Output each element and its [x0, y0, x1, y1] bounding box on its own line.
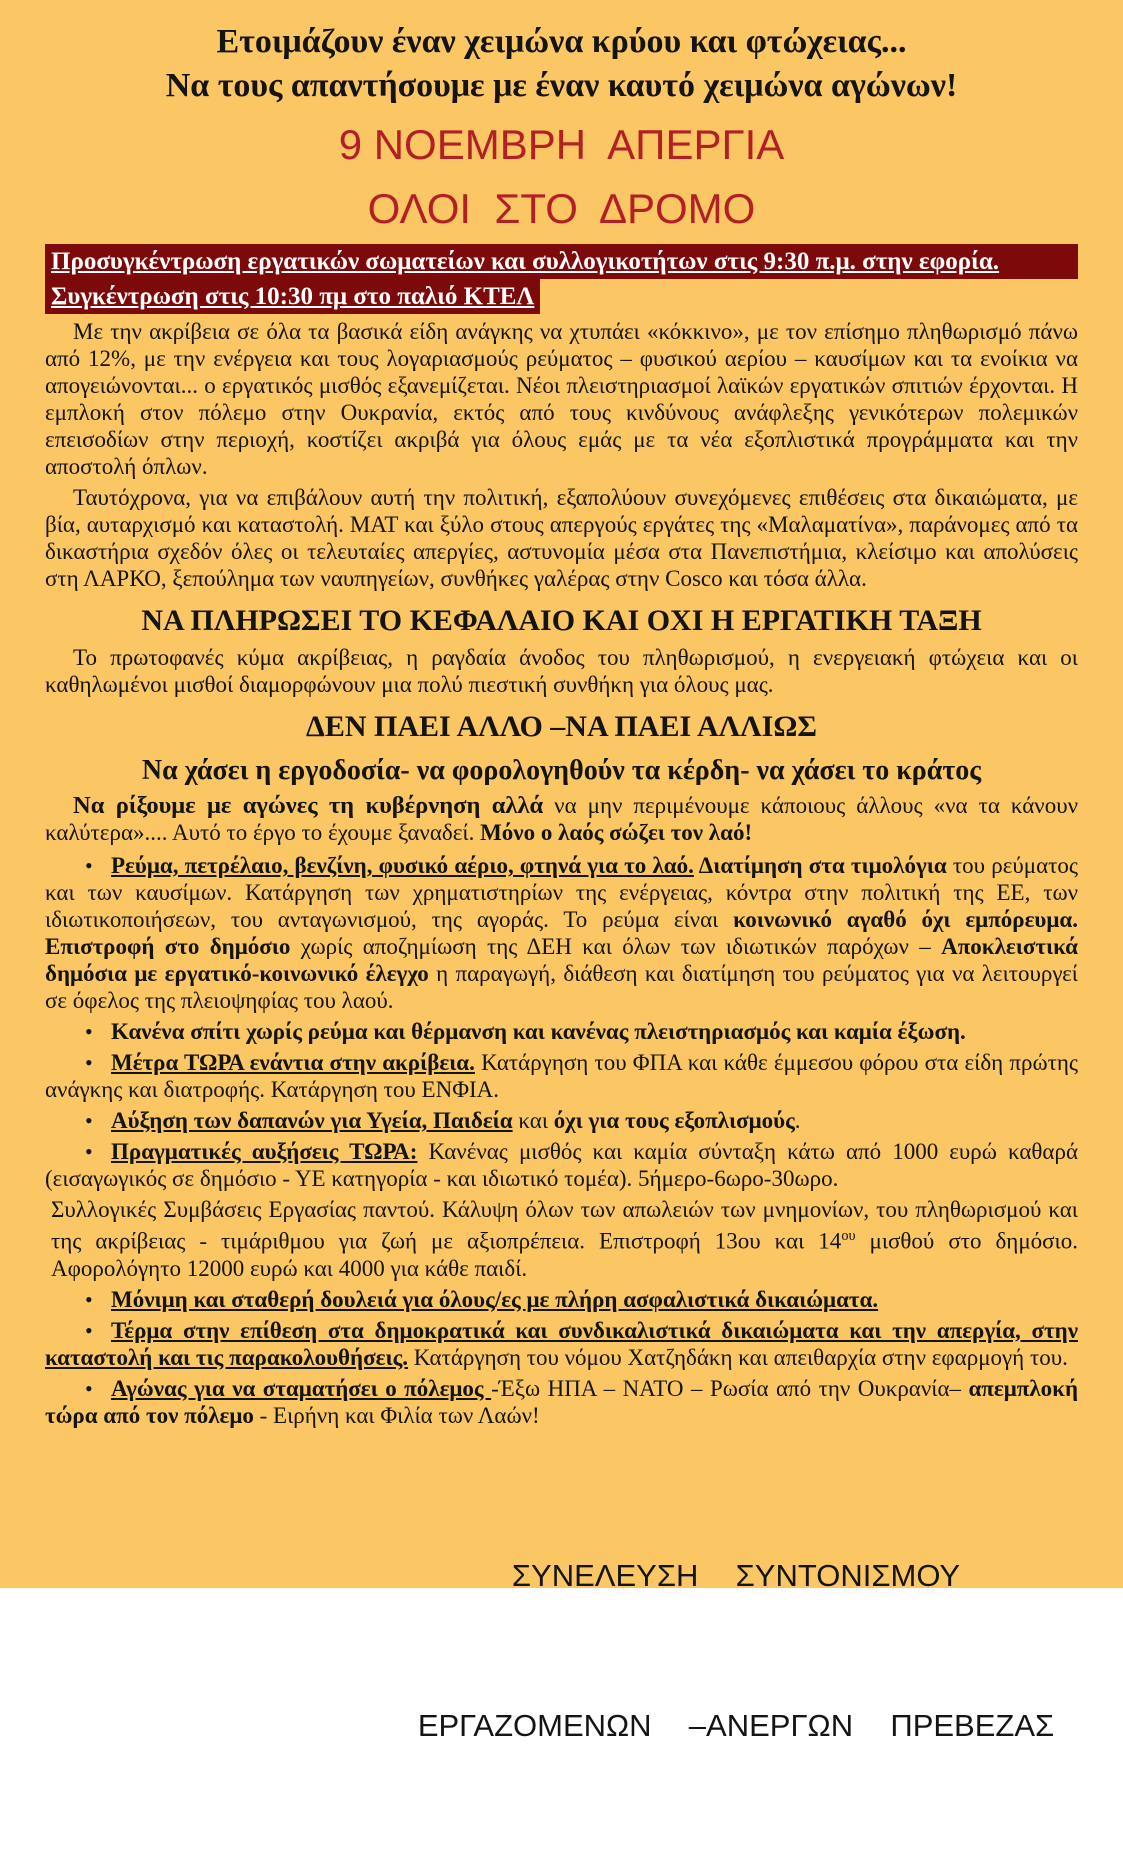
- main-title-line2: Να τους απαντήσουμε με έναν καυτό χειμώνα αγώνων!: [165, 67, 958, 104]
- main-title-line1: Ετοιμάζουν έναν χειμώνα κρύου και φτώχειας...: [216, 23, 907, 60]
- paragraph-wave-of-prices: Το πρωτοφανές κύμα ακρίβειας, η ραγδαία άνοδος του πληθωρισμού, η ενεργειακή φτώχεια και οι καθηλωμένοι μισθοί διαμορφώνουν μια πολύ πιεστική συνθήκη για όλους μας.: [45, 645, 1078, 697]
- demands-list: [45, 852, 1078, 1429]
- list-item-no-evictions: • Κανένα σπίτι χωρίς ρεύμα και θέρμανση και κανένας πλειστηριασμός και καμία έξωση.: [85, 1019, 966, 1044]
- lead-bold-closing: Μόνο ο λαός σώζει τον λαό!: [480, 820, 753, 845]
- bullet-icon: •: [85, 1286, 93, 1312]
- bullet-icon: •: [85, 1139, 93, 1164]
- rally-info-line1: Προσυγκέντρωση εργατικών σωματείων και συλλογικοτήτων στις 9:30 π.μ. στην εφορία.: [45, 244, 1078, 279]
- list-item-electricity: • Ρεύμα, πετρέλαιο, βενζίνη, φυσικό αέριο, φτηνά για το λαό. Διατίμηση στα τιμολόγια του ρεύματος και των καυσίμων. Κατάργηση των χρηματιστηρίων της ενέργειας, κόντρα στην πολιτική της ΕΕ, των ιδιωτικοποιήσεων, του ανταγωνισμού, της αγοράς. Το ρεύμα είναι κοινωνικό αγαθό όχι εμπόρευμα. Επιστροφή στο δημόσιο χωρίς αποζημίωση της ΔΕΗ και όλων των ιδιωτικών παρόχων – Αποκλειστικά δημόσια με εργατικό-κοινωνικό έλεγχο η παραγωγή, διάθεση και διατίμηση του ρεύματος για να λειτουργεί σε όφελος της πλειοψηφίας του λαού.: [45, 853, 1079, 1013]
- signature-block: [396, 1451, 1076, 1851]
- rally-info-banner: [45, 244, 1078, 314]
- paragraph-overthrow: [45, 792, 1078, 846]
- list-item-health-education: • Αύξηση των δαπανών για Υγεία, Παιδεία και όχι για τους εξοπλισμούς.: [85, 1108, 801, 1133]
- signature-line2: ΕΡΓΑΖΟΜΕΝΩΝ –ΑΝΕΡΓΩΝ ΠΡΕΒΕΖΑΣ: [417, 1707, 1055, 1743]
- list-item-stop-the-war: • Αγώνας για να σταματήσει ο πόλεμος -Έξω ΗΠΑ – ΝΑΤΟ – Ρωσία από την Ουκρανία– απεμπλοκή τώρα από τον πόλεμο - Ειρήνη και Φιλία των Λαών!: [45, 1375, 1078, 1428]
- lead-bold-text: Να ρίξουμε με αγώνες τη κυβέρνηση αλλά: [73, 792, 544, 819]
- rally-info-line2: Συγκέντρωση στις 10:30 πμ στο παλιό ΚΤΕΛ: [45, 279, 540, 314]
- paragraph-inflation: Με την ακρίβεια σε όλα τα βασικά είδη ανάγκης να χτυπάει «κόκκινο», με τον επίσημο πληθωρισμό πάνω από 12%, με την ενέργεια και τους λογαριασμούς ρεύματος – φυσικού αερίου – καυσίμων και τα ενοίκια να απογειώνονται... ο εργατικός μισθός εξανεμίζεται. Νέοι πλειστηριασμοί λαϊκών εργατικών σπιτιών έρχονται. Η εμπλοκή στον πόλεμο στην Ουκρανία, εκτός από τους κινδύνους ανάφλεξης γενικότερων πολεμικών επεισοδίων στην περιοχή, κοστίζει ακριβά για όλους εμάς με τα νέα εξοπλιστικά προγράμματα και την αποστολή όπλων.: [45, 319, 1078, 479]
- bullet-icon: •: [85, 1317, 93, 1343]
- bullet-icon: •: [85, 1050, 93, 1075]
- heading-capital-pays: ΝΑ ΠΛΗΡΩΣΕΙ ΤΟ ΚΕΦΑΛΑΙΟ ΚΑΙ ΟΧΙ Η ΕΡΓΑΤΙΚΗ ΤΑΞΗ: [141, 604, 982, 637]
- bullet-icon: •: [85, 853, 93, 878]
- heading-no-more: ΔΕΝ ΠΑΕΙ ΑΛΛΟ –ΝΑ ΠΑΕΙ ΑΛΛΙΩΣ: [306, 710, 817, 743]
- subheading-employers-lose: Να χάσει η εργοδοσία- να φορολογηθούν τα κέρδη- να χάσει το κράτος: [141, 755, 982, 786]
- lead-normal-text: να μην περιμένουμε κάποιους άλλους «να τα κάνουν καλύτερα».... Αυτό το έργο το έχουμε ξαναδεί.: [45, 793, 1078, 845]
- paragraph-repression: Ταυτόχρονα, για να επιβάλουν αυτή την πολιτική, εξαπολύουν συνεχόμενες επιθέσεις στα δικαιώματα, με βία, αυταρχισμό και καταστολή. ΜΑΤ και ξύλο στους απεργούς εργάτες της «Μαλαματίνα», παράνομες από τα δικαστήρια σχεδόν όλες οι τελευταίες απεργίες, αστυνομία μέσα στα Πανεπιστήμια, κλείσιμο και απολύσεις στη ΛΑΡΚΟ, ξεπούλημα των ναυπηγείων, συνθήκες γαλέρας στην Cosco και τόσα άλλα.: [45, 485, 1078, 591]
- bullet-icon: •: [85, 1375, 93, 1401]
- signature-line1: ΣΥΝΕΛΕΥΣΗ ΣΥΝΤΟΝΙΣΜΟΥ: [511, 1557, 961, 1593]
- list-item-measures-now: • Μέτρα ΤΩΡΑ ενάντια στην ακρίβεια. Κατάργηση του ΦΠΑ και κάθε έμμεσου φόρου στα είδη πρώτης ανάγκης και διατροφής. Κατάργηση του ΕΝΦΙΑ.: [45, 1050, 1078, 1102]
- paragraph-collective-agreements: Συλλογικές Συμβάσεις Εργασίας παντού. Κάλυψη όλων των απωλειών των μνημονίων, του πληθωρισμού και της ακρίβειας - τιμάριθμου για ζωή με αξιοπρέπεια. Επιστροφή 13ου και $14^{o\upsilon}$ μισθού στο δημόσιο. Αφορολόγητο 12000 ευρώ και 4000 για κάθε παιδί.: [51, 1197, 1078, 1281]
- bullet-icon: •: [85, 1108, 93, 1133]
- strike-date-heading: 9 ΝΟΕΜΒΡΗ ΑΠΕΡΓΙΑ: [338, 121, 785, 168]
- list-item-real-raises: • Πραγματικές αυξήσεις ΤΩΡΑ: Κανένας μισθός και καμία σύνταξη κάτω από 1000 ευρώ καθαρά (εισαγωγικός σε δημόσιο - ΥΕ κατηγορία - και ιδιωτικό τομέα). 5ήμερο-6ωρο-30ωρο.: [45, 1139, 1078, 1191]
- strike-slogan-heading: ΟΛΟΙ ΣΤΟ ΔΡΟΜΟ: [367, 185, 756, 232]
- list-item-stop-attack-on-rights: • Τέρμα στην επίθεση στα δημοκρατικά και συνδικαλιστικά δικαιώματα και την απεργία, στην καταστολή και τις παρακολουθήσεις. Κατάργηση του νόμου Χατζηδάκη και απειθαρχία στην εφαρμογή του.: [45, 1317, 1078, 1370]
- list-item-stable-work: • Μόνιμη και σταθερή δουλειά για όλους/ες με πλήρη ασφαλιστικά δικαιώματα.: [85, 1286, 879, 1312]
- bullet-icon: •: [85, 1019, 93, 1044]
- superscript-ordinal: ου: [841, 1228, 856, 1244]
